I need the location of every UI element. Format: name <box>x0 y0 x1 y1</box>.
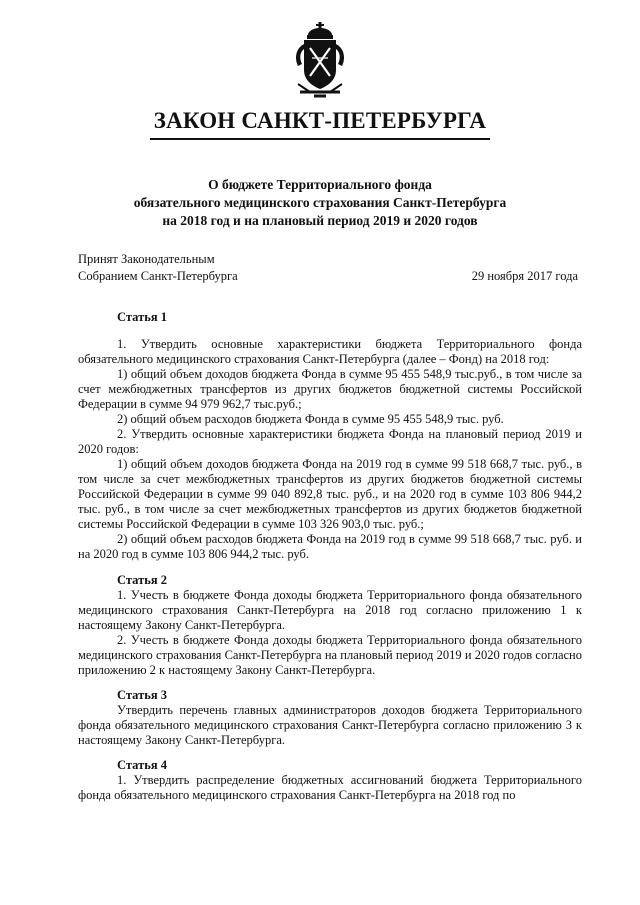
article-paragraph: 1. Утвердить распределение бюджетных ассигнований бюджета Территориального фонда обязательного медицинского страхования Санкт-Петербурга на 2018 год по <box>78 773 582 802</box>
article-paragraph: 2. Утвердить основные характеристики бюджета Фонда на плановый период 2019 и 2020 годов: <box>78 427 582 456</box>
adoption-line: Собранием Санкт-Петербурга <box>78 269 238 283</box>
document-subtitle <box>0 176 640 230</box>
adoption-date: 29 ноября 2017 года <box>471 269 578 283</box>
article-paragraph: 2) общий объем расходов бюджета Фонда на 2019 год в сумме 99 518 668,7 тыс. руб. и на 2020 год в сумме 103 806 944,2 тыс. руб. <box>78 532 582 561</box>
subtitle-line: О бюджете Территориального фонда <box>208 177 432 192</box>
article-paragraph: Утвердить перечень главных администраторов доходов бюджета Территориального фонда обязательного медицинского страхования Санкт-Петербурга согласно приложению 3 к настоящему Закону Санкт-Петербурга. <box>78 703 582 747</box>
article-paragraph: 2) общий объем расходов бюджета Фонда в сумме 95 455 548,9 тыс. руб. <box>117 412 504 426</box>
subtitle-line: на 2018 год и на плановый период 2019 и 2020 годов <box>162 213 478 228</box>
article-heading: Статья 2 <box>117 573 167 587</box>
article-heading: Статья 4 <box>117 758 167 772</box>
article-paragraph: 1) общий объем доходов бюджета Фонда на 2019 год в сумме 99 518 668,7 тыс. руб., в том числе за счет межбюджетных трансфертов из других бюджетов бюджетной системы Российской Федерации в сумме 99 040 892,8 тыс. руб., и на 2020 год в сумме 103 806 944,2 тыс. руб., в том числе за счет межбюджетных трансфертов из других бюджетов бюджетной системы Российской Федерации в сумме 103 326 903,0 тыс. руб.; <box>78 457 582 531</box>
article-heading: Статья 3 <box>117 688 167 702</box>
article-paragraph: 1) общий объем доходов бюджета Фонда в сумме 95 455 548,9 тыс.руб., в том числе за счет межбюджетных трансфертов из других бюджетов бюджетной системы Российской Федерации в сумме 94 979 962,7 тыс.руб.; <box>78 367 582 411</box>
article-paragraph: 1. Утвердить основные характеристики бюджета Территориального фонда обязательного медицинского страхования Санкт-Петербурга (далее – Фонд) на 2018 год: <box>78 337 582 366</box>
article-paragraph: 1. Учесть в бюджете Фонда доходы бюджета Территориального фонда обязательного медицинского страхования Санкт-Петербурга на 2018 год согласно приложению 1 к настоящему Закону Санкт-Петербурга. <box>78 588 582 632</box>
law-title: ЗАКОН САНКТ-ПЕТЕРБУРГА <box>153 108 487 133</box>
article-paragraph: 2. Учесть в бюджете Фонда доходы бюджета Территориального фонда обязательного медицинского страхования Санкт-Петербурга на плановый период 2019 и 2020 годов согласно приложению 2 к настоящему Закону Санкт-Петербурга. <box>78 633 582 677</box>
adoption-authority <box>78 251 238 285</box>
title-underline <box>150 138 490 140</box>
adoption-line: Принят Законодательным <box>78 252 215 266</box>
coat-of-arms-icon <box>290 22 350 102</box>
subtitle-line: обязательного медицинского страхования Санкт-Петербурга <box>133 195 507 210</box>
article-heading: Статья 1 <box>117 310 167 324</box>
